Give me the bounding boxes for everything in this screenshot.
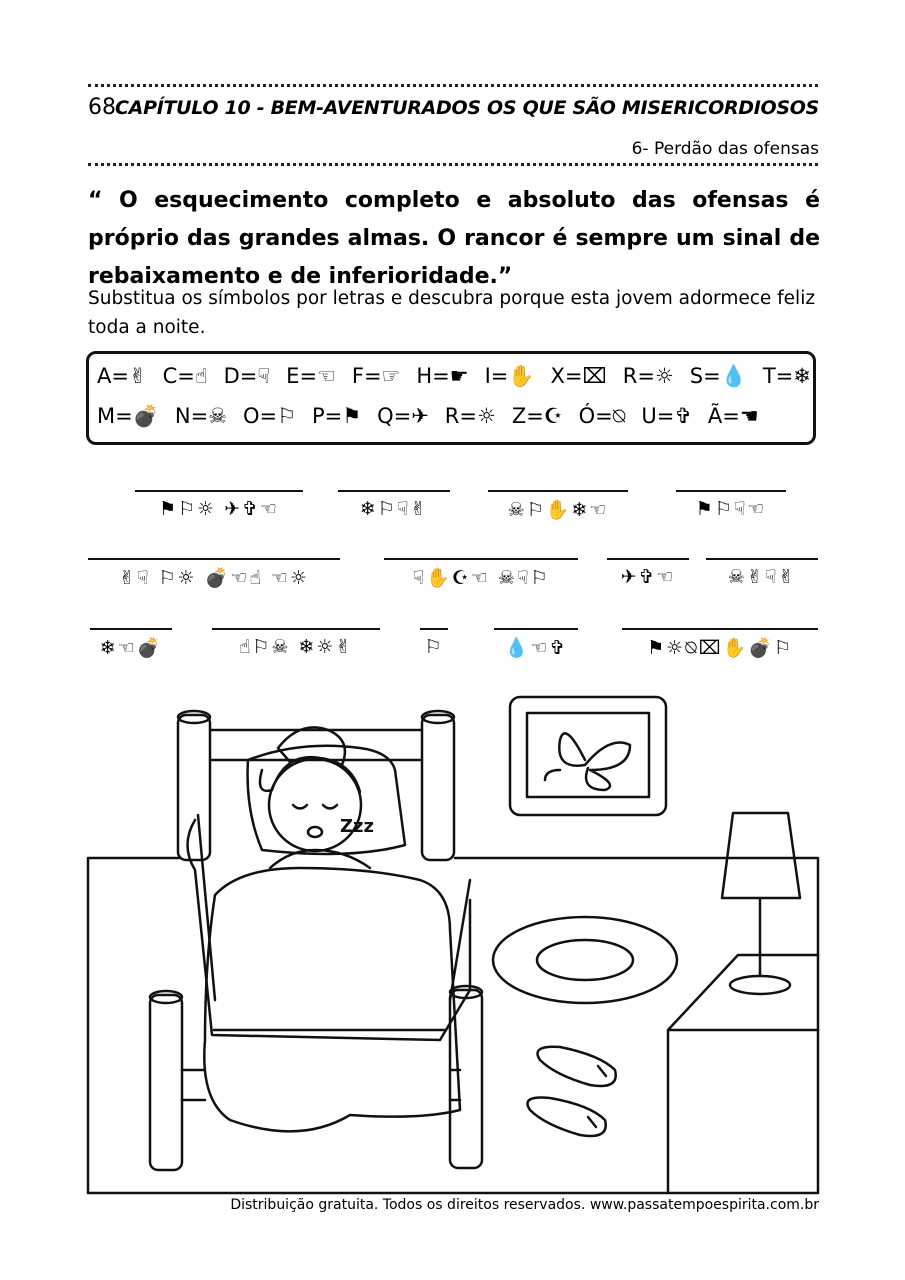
instruction-text: Substitua os símbolos por letras e descubra porque esta jovem adormece feliz toda a noite.	[88, 288, 816, 338]
puzzle-word[interactable]: ☟✋☪☜ ☠☟⚐	[384, 558, 578, 589]
page-number: 68	[88, 95, 116, 120]
key-entry: E=☜	[286, 364, 336, 388]
bed-post-front-left	[150, 995, 182, 1170]
quote-text: “ O esquecimento completo e absoluto das ofensas é próprio das grandes almas. O rancor é sempre um sinal de rebaixamento e de inferioridade.”	[88, 188, 820, 289]
puzzle-word[interactable]: 💧☜✞	[494, 628, 578, 659]
key-entry: F=☞	[351, 364, 401, 388]
puzzle-word[interactable]: ✈✞☜	[607, 558, 689, 588]
snore-text: Zzz	[340, 816, 375, 837]
lamp-base	[730, 976, 790, 994]
closed-eye	[293, 805, 307, 809]
cipher-key-row-2	[97, 404, 775, 429]
key-entry: D=☟	[223, 364, 271, 388]
chapter-title: CAPÍTULO 10 - BEM-AVENTURADOS OS QUE SÃO MISERICORDIOSOS	[115, 97, 819, 119]
key-entry: M=💣	[97, 404, 159, 428]
closed-eye	[323, 805, 337, 809]
key-entry: R=☼	[622, 364, 674, 388]
slipper	[538, 1047, 616, 1086]
key-entry: R=☼	[444, 404, 496, 428]
key-entry: O=⚐	[243, 404, 296, 428]
puzzle-word[interactable]: ☠⚐✋❄☜	[488, 490, 628, 521]
bed-frame	[198, 815, 470, 1000]
header-top-divider	[88, 84, 818, 87]
puzzle-word[interactable]: ❄☜💣	[90, 628, 172, 659]
key-entry: C=☝	[162, 364, 208, 388]
rug-inner	[537, 940, 633, 980]
nightstand	[668, 955, 818, 1193]
bed-post-right	[422, 715, 454, 860]
puzzle-word[interactable]: ⚑⚐☟☜	[676, 490, 786, 520]
puzzle-word[interactable]: ☠✌☟✌	[706, 558, 818, 588]
key-entry: N=☠	[174, 404, 228, 428]
section-title: 6- Perdão das ofensas	[631, 139, 819, 159]
puzzle-word[interactable]: ☝⚐☠ ❄☼✌	[212, 628, 380, 658]
header-bottom-divider	[88, 163, 818, 166]
cipher-key-box	[86, 351, 816, 445]
footer-copyright: Distribuição gratuita. Todos os direitos reservados. www.passatempoespirita.com.br	[230, 1197, 819, 1213]
rug-outer	[493, 917, 677, 1003]
mouth	[308, 827, 322, 837]
lamp-shade	[722, 813, 800, 898]
key-entry: Ó=⍉	[578, 404, 626, 428]
key-entry: I=✋	[484, 364, 535, 388]
blanket	[204, 868, 460, 1131]
puzzle-word[interactable]: ⚑☼⍉⌧✋💣⚐	[622, 628, 818, 659]
key-entry: Ã=☚	[707, 404, 759, 428]
puzzle-word[interactable]: ⚑⚐☼ ✈✞☜	[135, 490, 303, 520]
key-entry: H=☛	[416, 364, 469, 388]
key-entry: U=✞	[641, 404, 692, 428]
puzzle-word[interactable]: ✌☟ ⚐☼ 💣☜☝ ☜☼	[88, 558, 340, 589]
key-entry: P=⚑	[311, 404, 362, 428]
key-entry: S=💧	[689, 364, 747, 388]
key-entry: Q=✈	[377, 404, 429, 428]
slipper	[528, 1098, 606, 1137]
key-entry: X=⌧	[550, 364, 607, 388]
bed-post-left	[178, 715, 210, 860]
key-entry: A=✌	[97, 364, 147, 388]
bedroom-illustration	[0, 680, 905, 1200]
puzzle-word[interactable]: ❄⚐☟✌	[338, 490, 450, 520]
floor-outline	[88, 858, 818, 1193]
puzzle-word[interactable]: ⚐	[420, 628, 448, 658]
key-entry: T=❄	[762, 364, 811, 388]
key-entry: Z=☪	[511, 404, 563, 428]
butterfly-icon	[545, 733, 630, 790]
pillow	[248, 746, 405, 854]
cipher-key-row-1	[97, 364, 827, 389]
